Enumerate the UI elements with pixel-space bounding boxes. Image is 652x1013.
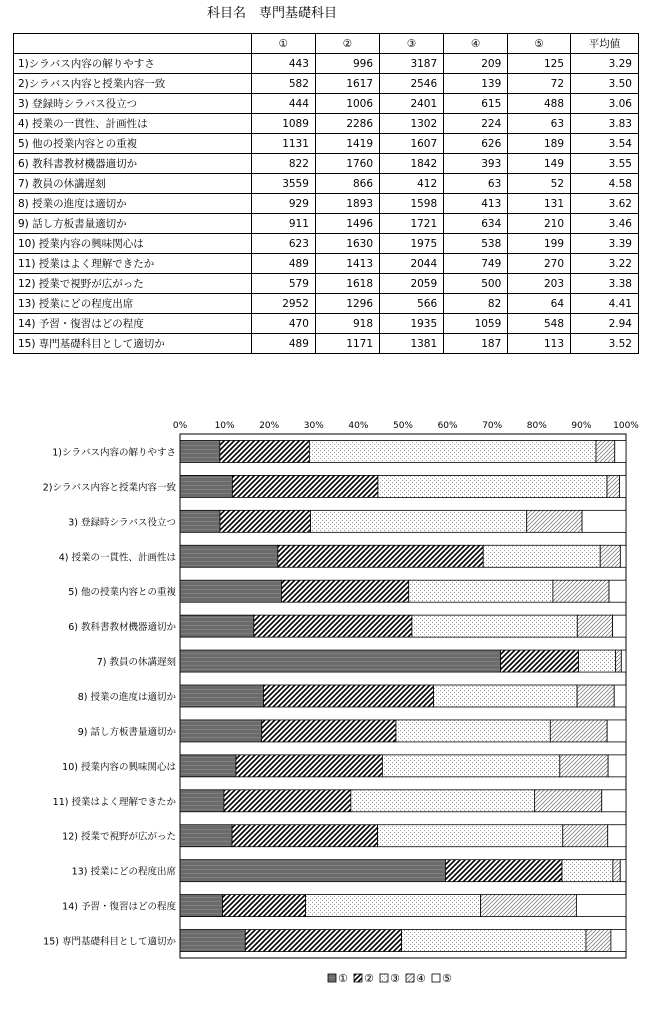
bar-segment — [550, 720, 607, 742]
table-cell: 4.41 — [571, 294, 639, 314]
bar-segment — [621, 650, 626, 672]
page-title: 科目名 専門基礎科目 — [207, 6, 338, 21]
table-cell: 189 — [508, 134, 571, 154]
table-cell: 489 — [251, 254, 315, 274]
category-label: 6) 教科書教材機器適切か — [68, 622, 176, 634]
bar-segment — [378, 475, 607, 497]
table-cell: 566 — [380, 294, 444, 314]
legend-swatch — [328, 974, 336, 982]
bar-segment — [608, 825, 626, 847]
bar-segment — [562, 860, 613, 882]
bar-segment — [620, 475, 626, 497]
bar-segment — [501, 650, 579, 672]
table-row — [14, 314, 639, 334]
table-cell: 866 — [315, 174, 379, 194]
stacked-bar-chart — [0, 410, 652, 1010]
table-cell: 1617 — [315, 74, 379, 94]
bar-segment — [409, 580, 553, 602]
row-label: 9) 話し方板書量適切か — [14, 214, 252, 234]
legend-swatch — [380, 974, 388, 982]
table-row — [14, 294, 639, 314]
category-label: 12) 授業で視野が広がった — [62, 831, 176, 843]
category-label: 10) 授業内容の興味関心は — [62, 761, 176, 773]
table-cell: 1842 — [380, 154, 444, 174]
bar-segment — [614, 685, 626, 707]
table-cell: 615 — [444, 94, 508, 114]
table-row — [14, 134, 639, 154]
bar-segment — [481, 895, 577, 917]
bar-segment — [620, 860, 626, 882]
table-cell: 63 — [444, 174, 508, 194]
bar-segment — [236, 755, 382, 777]
table-cell: 393 — [444, 154, 508, 174]
bar-segment — [560, 755, 608, 777]
bar-segment — [577, 615, 612, 637]
bar-segment — [586, 930, 611, 952]
bar-segment — [180, 895, 223, 917]
table-cell: 3.06 — [571, 94, 639, 114]
table-cell: 749 — [444, 254, 508, 274]
table-cell: 1975 — [380, 234, 444, 254]
table-cell: 1296 — [315, 294, 379, 314]
x-tick-label: 30% — [303, 421, 324, 431]
category-label: 9) 話し方板書量適切か — [77, 726, 176, 738]
bar-segment — [576, 895, 626, 917]
table-row — [14, 334, 639, 354]
bar-segment — [180, 650, 501, 672]
x-tick-label: 70% — [482, 421, 503, 431]
row-label: 2)シラバス内容と授業内容一致 — [14, 74, 252, 94]
table-cell: 582 — [251, 74, 315, 94]
table-cell: 996 — [315, 54, 379, 74]
bar-segment — [224, 790, 351, 812]
table-cell: 1721 — [380, 214, 444, 234]
row-label: 1)シラバス内容の解りやすさ — [14, 54, 252, 74]
bar-segment — [180, 545, 278, 567]
legend-swatch — [406, 974, 414, 982]
table-cell: 488 — [508, 94, 571, 114]
table-cell: 929 — [251, 194, 315, 214]
bar-segment — [306, 895, 481, 917]
table-cell: 209 — [444, 54, 508, 74]
table-cell: 443 — [251, 54, 315, 74]
table-cell: 444 — [251, 94, 315, 114]
bar-segment — [180, 685, 263, 707]
bar-segment — [609, 580, 626, 602]
bar-segment — [180, 510, 220, 532]
bar-segment — [553, 580, 609, 602]
row-label: 6) 教科書教材機器適切か — [14, 154, 252, 174]
table-row — [14, 114, 639, 134]
category-label: 8) 授業の進度は適切か — [77, 692, 176, 703]
bar-segment — [577, 685, 614, 707]
table-cell: 623 — [251, 234, 315, 254]
bar-segment — [180, 755, 236, 777]
table-cell: 918 — [315, 314, 379, 334]
legend-label: ③ — [390, 972, 400, 985]
data-table — [13, 33, 639, 354]
table-cell: 82 — [444, 294, 508, 314]
table-row — [14, 174, 639, 194]
legend-swatch — [432, 974, 440, 982]
table-cell: 500 — [444, 274, 508, 294]
category-label: 4) 授業の一貫性、計画性は — [58, 552, 176, 564]
table-cell: 3.62 — [571, 194, 639, 214]
legend-label: ⑤ — [442, 972, 452, 985]
table-cell: 1893 — [315, 194, 379, 214]
table-row — [14, 274, 639, 294]
bar-segment — [220, 440, 310, 462]
bar-segment — [180, 825, 232, 847]
bar-segment — [445, 860, 562, 882]
table-cell: 911 — [251, 214, 315, 234]
table-cell: 1006 — [315, 94, 379, 114]
bar-segment — [378, 825, 563, 847]
table-header-row — [14, 34, 639, 54]
bar-segment — [180, 615, 254, 637]
table-cell: 1302 — [380, 114, 444, 134]
bar-segment — [382, 755, 559, 777]
table-cell: 64 — [508, 294, 571, 314]
bar-segment — [402, 930, 586, 952]
x-tick-label: 90% — [571, 421, 592, 431]
table-cell: 3.46 — [571, 214, 639, 234]
table-cell: 3.83 — [571, 114, 639, 134]
table-cell: 52 — [508, 174, 571, 194]
table-cell: 3.55 — [571, 154, 639, 174]
table-cell: 3.29 — [571, 54, 639, 74]
bar-segment — [596, 440, 615, 462]
category-label: 1)シラバス内容の解りやすさ — [52, 447, 176, 459]
table-header-cell: ③ — [380, 34, 444, 54]
table-cell: 2952 — [251, 294, 315, 314]
table-row — [14, 234, 639, 254]
bar-segment — [607, 475, 620, 497]
table-cell: 131 — [508, 194, 571, 214]
bar-segment — [483, 545, 600, 567]
table-cell: 3.39 — [571, 234, 639, 254]
row-label: 8) 授業の進度は適切か — [14, 194, 252, 214]
table-cell: 2059 — [380, 274, 444, 294]
table-cell: 1618 — [315, 274, 379, 294]
table-row — [14, 154, 639, 174]
row-label: 13) 授業にどの程度出席 — [14, 294, 252, 314]
table-header-cell — [14, 34, 252, 54]
table-cell: 1630 — [315, 234, 379, 254]
bar-segment — [180, 860, 445, 882]
category-label: 13) 授業にどの程度出席 — [71, 866, 176, 878]
table-row — [14, 74, 639, 94]
table-cell: 1598 — [380, 194, 444, 214]
table-header-cell: ④ — [444, 34, 508, 54]
table-cell: 822 — [251, 154, 315, 174]
bar-segment — [527, 510, 582, 532]
row-label: 15) 専門基礎科目として適切か — [14, 334, 252, 354]
legend-swatch — [354, 974, 362, 982]
bar-segment — [615, 440, 626, 462]
table-cell: 412 — [380, 174, 444, 194]
table-row — [14, 54, 639, 74]
table-cell: 3.54 — [571, 134, 639, 154]
category-label: 11) 授業はよく理解できたか — [52, 796, 176, 808]
bar-segment — [180, 440, 220, 462]
bar-segment — [281, 580, 408, 602]
row-label: 7) 教員の休講遅刻 — [14, 174, 252, 194]
category-label: 7) 教員の休講遅刻 — [96, 657, 176, 669]
table-header-cell: 平均値 — [571, 34, 639, 54]
bar-segment — [582, 510, 626, 532]
bar-segment — [534, 790, 601, 812]
table-cell: 203 — [508, 274, 571, 294]
bar-segment — [223, 895, 306, 917]
legend-label: ② — [364, 972, 374, 985]
table-cell: 72 — [508, 74, 571, 94]
bar-segment — [180, 720, 262, 742]
x-tick-label: 40% — [348, 421, 369, 431]
bar-segment — [613, 860, 620, 882]
bar-segment — [616, 650, 622, 672]
table-cell: 2546 — [380, 74, 444, 94]
bar-segment — [180, 475, 232, 497]
table-row — [14, 194, 639, 214]
table-cell: 210 — [508, 214, 571, 234]
bar-segment — [611, 930, 626, 952]
row-label: 4) 授業の一貫性、計画性は — [14, 114, 252, 134]
bar-segment — [220, 510, 311, 532]
legend-label: ④ — [416, 972, 426, 985]
bar-segment — [180, 790, 224, 812]
row-label: 11) 授業はよく理解できたか — [14, 254, 252, 274]
bar-segment — [396, 720, 550, 742]
table-cell: 3.50 — [571, 74, 639, 94]
table-cell: 2401 — [380, 94, 444, 114]
x-tick-label: 100% — [613, 421, 639, 431]
row-label: 12) 授業で視野が広がった — [14, 274, 252, 294]
table-cell: 579 — [251, 274, 315, 294]
table-cell: 187 — [444, 334, 508, 354]
table-row — [14, 214, 639, 234]
bar-segment — [232, 825, 378, 847]
bar-segment — [311, 510, 527, 532]
table-cell: 125 — [508, 54, 571, 74]
bar-segment — [278, 545, 483, 567]
table-cell: 2.94 — [571, 314, 639, 334]
table-row — [14, 94, 639, 114]
legend-label: ① — [338, 972, 348, 985]
table-header-cell: ① — [251, 34, 315, 54]
table-cell: 634 — [444, 214, 508, 234]
bar-segment — [608, 755, 626, 777]
bar-segment — [254, 615, 412, 637]
table-cell: 1760 — [315, 154, 379, 174]
table-cell: 1496 — [315, 214, 379, 234]
bar-segment — [309, 440, 596, 462]
bar-segment — [620, 545, 626, 567]
bar-segment — [600, 545, 620, 567]
table-cell: 199 — [508, 234, 571, 254]
table-header-cell: ⑤ — [508, 34, 571, 54]
category-label: 5) 他の授業内容との重複 — [68, 587, 176, 599]
table-cell: 3.52 — [571, 334, 639, 354]
table-cell: 538 — [444, 234, 508, 254]
bar-segment — [579, 650, 616, 672]
table-cell: 224 — [444, 114, 508, 134]
table-cell: 2286 — [315, 114, 379, 134]
table-cell: 3.38 — [571, 274, 639, 294]
table-cell: 1059 — [444, 314, 508, 334]
table-cell: 149 — [508, 154, 571, 174]
table-cell: 1089 — [251, 114, 315, 134]
table-cell: 1171 — [315, 334, 379, 354]
x-tick-label: 80% — [526, 421, 547, 431]
x-tick-label: 0% — [172, 421, 188, 431]
row-label: 5) 他の授業内容との重複 — [14, 134, 252, 154]
table-cell: 270 — [508, 254, 571, 274]
table-cell: 413 — [444, 194, 508, 214]
table-cell: 3559 — [251, 174, 315, 194]
bar-segment — [232, 475, 378, 497]
bar-segment — [613, 615, 626, 637]
table-cell: 139 — [444, 74, 508, 94]
bar-segment — [412, 615, 577, 637]
x-tick-label: 60% — [437, 421, 458, 431]
table-cell: 3.22 — [571, 254, 639, 274]
bar-segment — [563, 825, 608, 847]
bar-segment — [245, 930, 401, 952]
bar-segment — [180, 930, 245, 952]
x-tick-label: 10% — [214, 421, 235, 431]
table-cell: 1935 — [380, 314, 444, 334]
bar-segment — [180, 580, 281, 602]
table-cell: 1419 — [315, 134, 379, 154]
table-cell: 626 — [444, 134, 508, 154]
row-label: 14) 予習・復習はどの程度 — [14, 314, 252, 334]
bar-segment — [602, 790, 626, 812]
table-cell: 1607 — [380, 134, 444, 154]
category-label: 2)シラバス内容と授業内容一致 — [42, 482, 176, 494]
table-cell: 63 — [508, 114, 571, 134]
table-cell: 113 — [508, 334, 571, 354]
table-cell: 470 — [251, 314, 315, 334]
row-label: 10) 授業内容の興味関心は — [14, 234, 252, 254]
bar-segment — [262, 720, 396, 742]
table-cell: 1131 — [251, 134, 315, 154]
table-header-cell: ② — [315, 34, 379, 54]
table-cell: 548 — [508, 314, 571, 334]
x-tick-label: 50% — [392, 421, 414, 431]
table-cell: 2044 — [380, 254, 444, 274]
category-label: 3) 登録時シラバス役立つ — [68, 517, 176, 529]
table-cell: 4.58 — [571, 174, 639, 194]
x-tick-label: 20% — [259, 421, 280, 431]
table-cell: 489 — [251, 334, 315, 354]
table-row — [14, 254, 639, 274]
table-cell: 3187 — [380, 54, 444, 74]
bar-segment — [434, 685, 578, 707]
bar-segment — [351, 790, 535, 812]
bar-segment — [607, 720, 626, 742]
table-cell: 1413 — [315, 254, 379, 274]
category-label: 15) 専門基礎科目として適切か — [43, 936, 176, 948]
bar-segment — [263, 685, 433, 707]
row-label: 3) 登録時シラバス役立つ — [14, 94, 252, 114]
category-label: 14) 予習・復習はどの程度 — [62, 901, 176, 913]
table-cell: 1381 — [380, 334, 444, 354]
